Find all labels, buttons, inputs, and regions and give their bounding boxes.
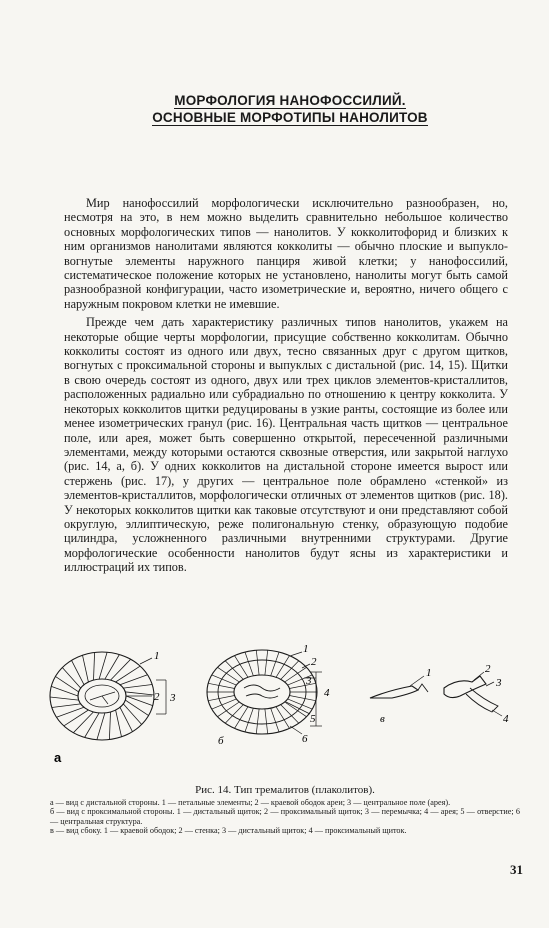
section-heading: [120, 92, 460, 126]
drawing-a: [50, 652, 166, 740]
label-b-5: 5: [310, 713, 316, 725]
heading-line-1: МОРФОЛОГИЯ НАНОФОССИЛИЙ.: [174, 93, 406, 108]
label-v-1: 1: [426, 667, 432, 679]
label-v-3: 3: [496, 677, 502, 689]
legend-a: а — вид с дистальной стороны. 1 — петальные элементы; 2 — краевой ободок ареи; 3 — центральное поле (арея).: [50, 798, 451, 807]
right-shield-v: [444, 676, 486, 698]
label-b-6: 6: [302, 733, 308, 745]
label-a-1: 1: [154, 650, 160, 662]
shield-elements-b: [207, 650, 317, 734]
drawing-b: [207, 650, 322, 734]
label-b-3: 3: [306, 675, 312, 687]
drawing-v: [370, 672, 502, 716]
label-a-2: 2: [154, 691, 160, 703]
page-number: 31: [510, 862, 523, 877]
paragraph-1: Мир нанофоссилий морфологически исключительно разнообразен, но, несмотря на это, в нем можно выделить сравнительно небольшое количество основных морфологических типов — нанолитов. У кокколитофорид и близких к ним организмов нанолитами являются кокколиты — обычно плоские и выпукло-вогнутые элементы наружного панциря живой клетки; у нанофоссилий, систематическое положение которых не установлено, нанолиты могут быть самой разнообразной конфигурации, часто изометрические и, вероятно, ничего общего с наружным покровом клетки не имевшие.: [64, 196, 508, 311]
body-text: [64, 196, 508, 575]
left-shield-v: [370, 686, 418, 698]
legend-b: б — вид с проксимальной стороны. 1 — дистальный щиток; 2 — проксимальный щиток; 3 — перемычка; 4 — арея; 5 — отверстие; 6 — центральная структура.: [50, 807, 520, 826]
area-b: [234, 675, 290, 709]
label-v-4: 4: [503, 713, 509, 725]
label-v-2: 2: [485, 663, 491, 675]
central-structure-b: [244, 685, 280, 698]
figure-14: [40, 640, 520, 770]
heading-line-2: ОСНОВНЫЕ МОРФОТИПЫ НАНОЛИТОВ: [152, 110, 428, 125]
figure-legend: [50, 798, 520, 836]
label-v: в: [380, 713, 385, 725]
label-a-3: 3: [170, 692, 176, 704]
label-b-2: 2: [311, 656, 317, 668]
coccolith-drawings: [40, 640, 520, 770]
figure-caption: Рис. 14. Тип тремалитов (плаколитов).: [195, 784, 375, 796]
label-b-4: 4: [324, 687, 330, 699]
label-a: а: [54, 750, 62, 765]
paragraph-2: Прежде чем дать характеристику различных типов нанолитов, укажем на некоторые общие черты морфологии, присущие собственно кокколитам. Обычно кокколиты состоят из одного или двух, тесно связанных друг с другом щитков, вогнутых с проксимальной стороны и выпуклых с дистальной (рис. 14, 15). Щитки в свою очередь состоят из одного, двух или трех циклов элементов-кристаллитов, расположенных радиально или субрадиально по отношению к центру кокколита. У некоторых кокколитов щитки редуцированы в узкие ранты, состоящие из более или менее изометрических гранул (рис. 16). Центральная часть щитков — центральное поле, или арея, может быть совершенно открытой, пересеченной различными элементами, между которыми остаются сквозные отверстия, или закрытой наглухо (рис. 14, а, б). У одних кокколитов на дистальной стороне имеется вырост или стержень (рис. 17), у других — центральное поле обрамлено «стенкой» из элементов-кристаллитов, морфологически отличных от элементов щитков (рис. 18). У некоторых кокколитов щитки как таковые отсутствуют и они представляют собой округлую, эллиптическую, реже полигональную стенку, образующую подобие цилиндра, усложненного различными внутренними структурами. Другие морфологические особенности нанолитов будут ясны из характеристики и иллюстраций их типов.: [64, 315, 508, 575]
legend-v: в — вид сбоку. 1 — краевой ободок; 2 — стенка; 3 — дистальный щиток; 4 — проксимальный щиток.: [50, 826, 407, 836]
label-b: б: [218, 735, 224, 747]
label-b-1: 1: [303, 643, 309, 655]
